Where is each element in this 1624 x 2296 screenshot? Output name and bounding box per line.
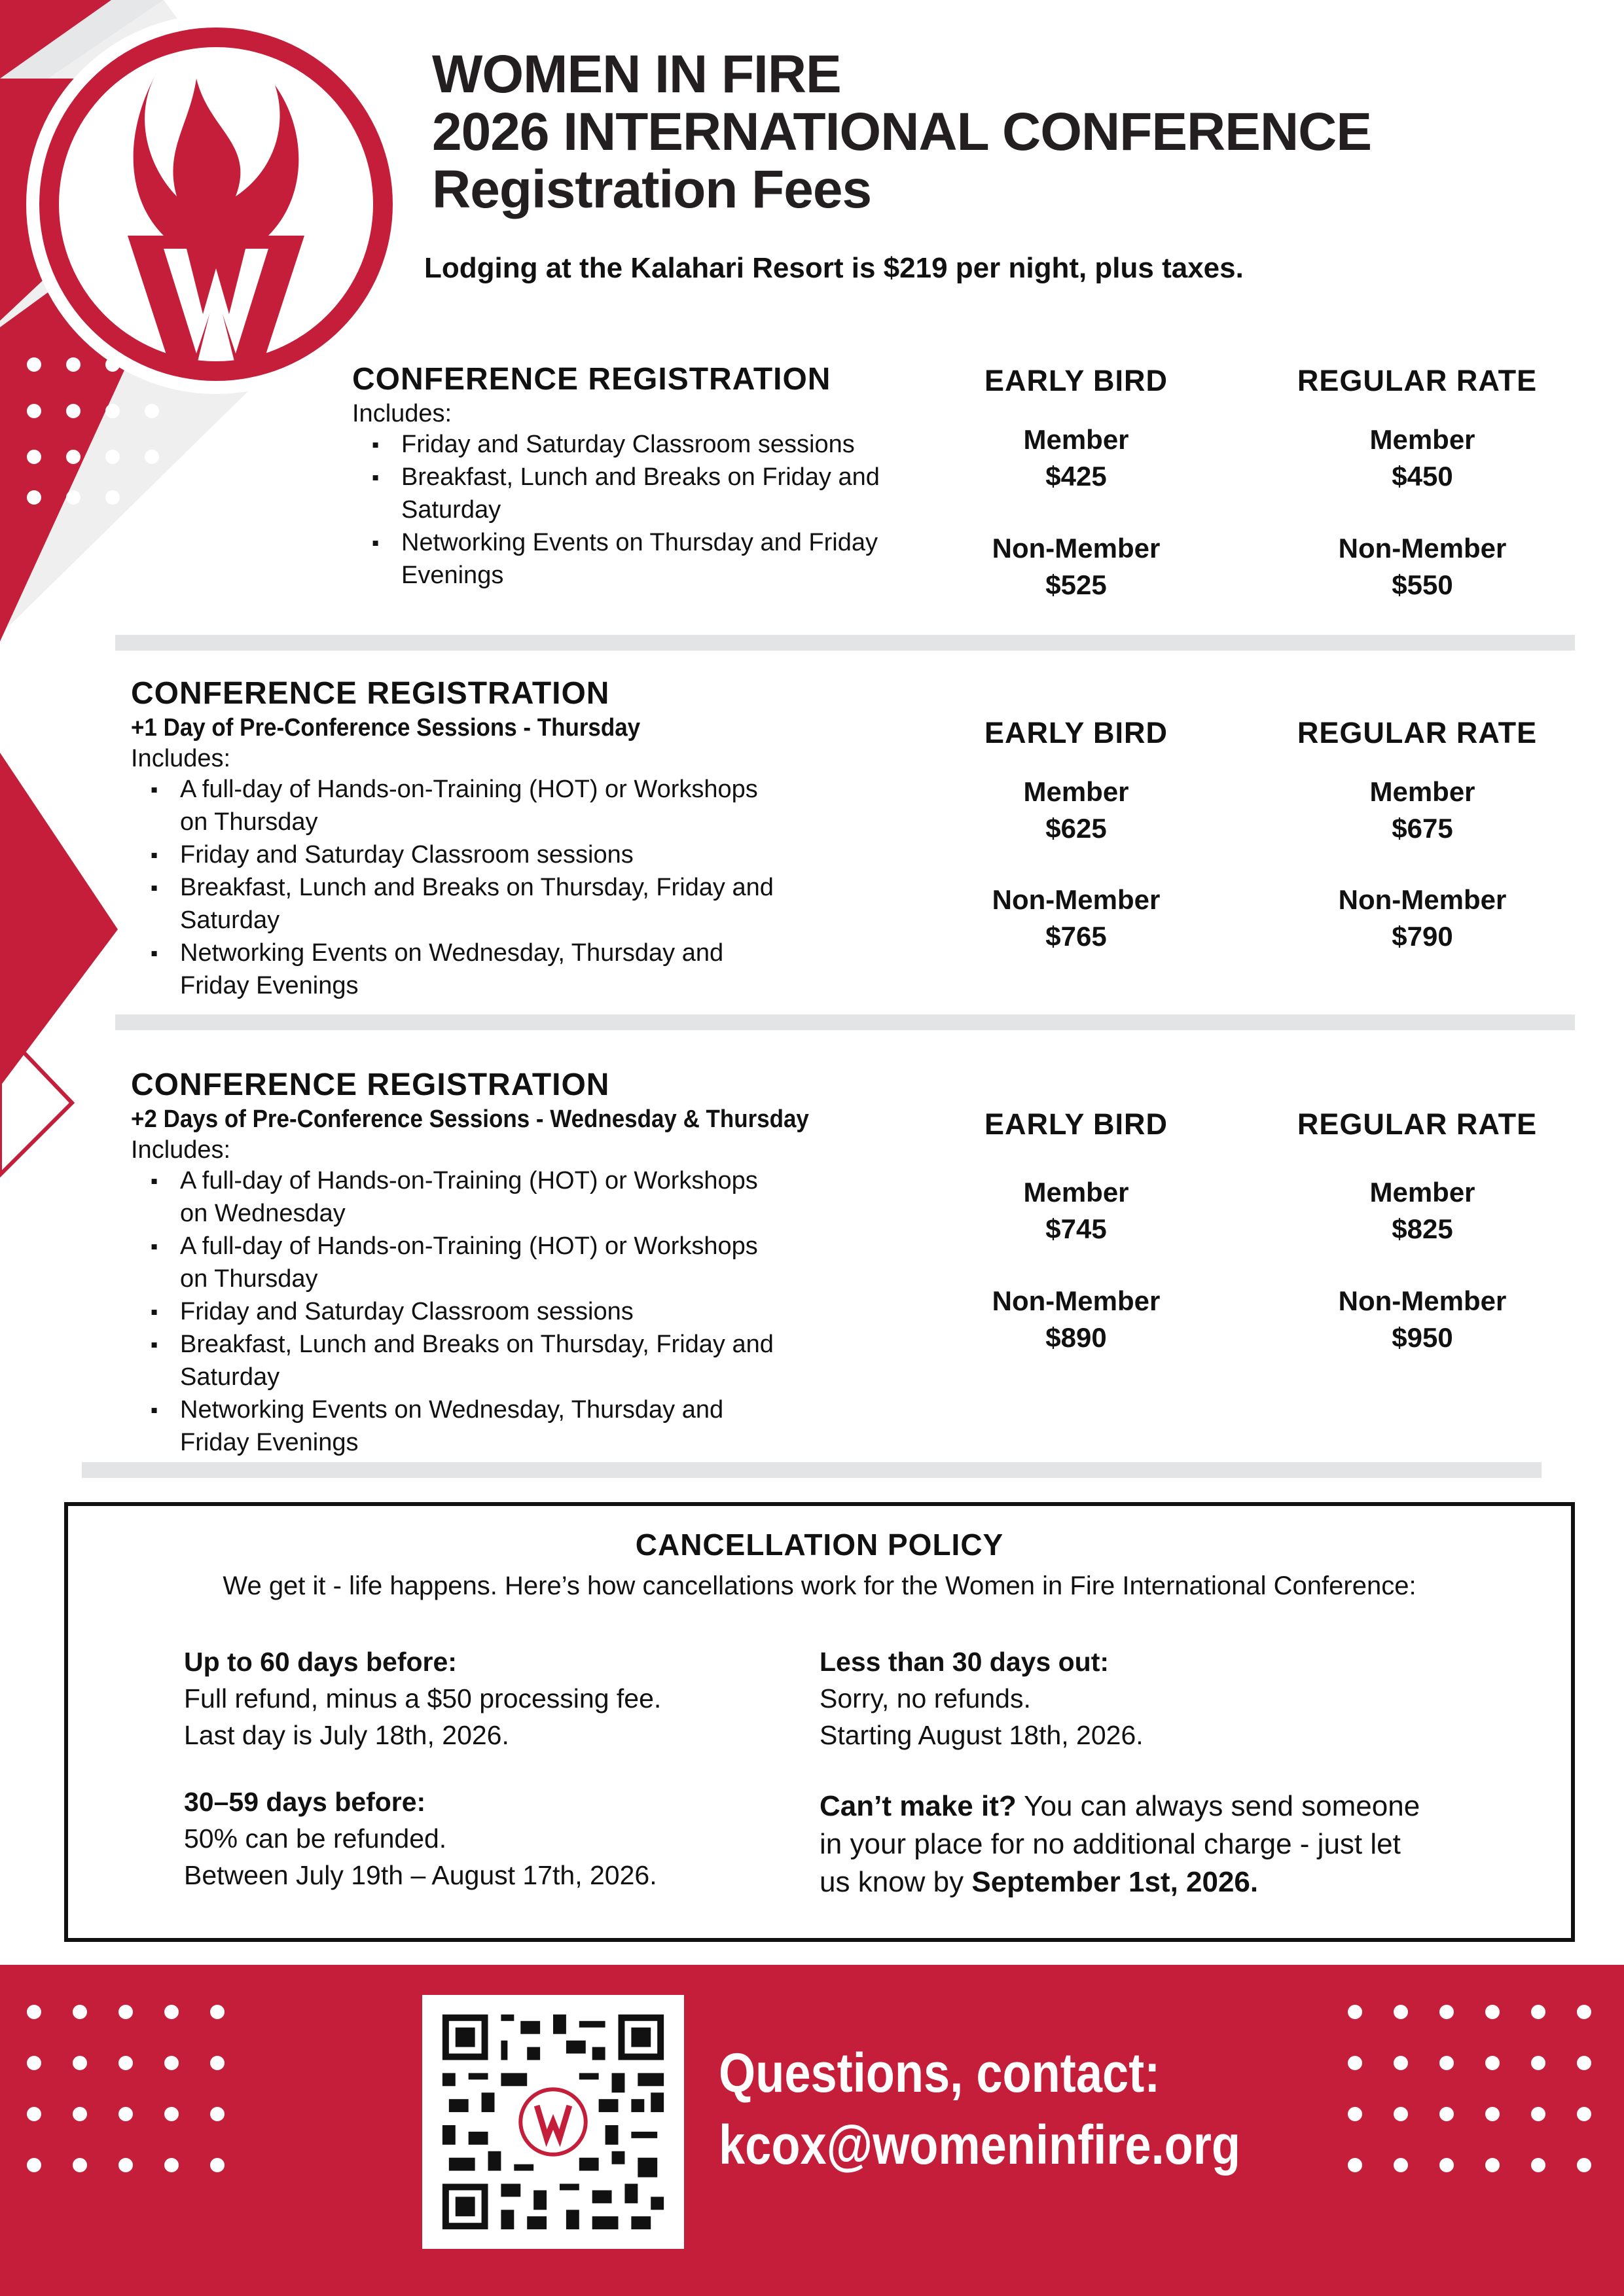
- substitute-text: in your place for no additional charge - just let: [820, 1828, 1401, 1860]
- section-3-early-nonmember: [906, 1283, 1246, 1356]
- section-1-early-member: [906, 422, 1246, 495]
- contact-email-link[interactable]: kcox@womeninfire.org: [719, 2114, 1241, 2176]
- nonmember-label: Non-Member: [1338, 1285, 1507, 1316]
- section-1-regular-nonmember: [1252, 530, 1593, 603]
- section-2-list: [131, 773, 877, 1002]
- section-2-includes-label: Includes:: [131, 745, 231, 772]
- section-1-regular-member: [1252, 422, 1593, 495]
- section-1-regular-heading: REGULAR RATE: [1297, 364, 1538, 397]
- nonmember-price: $890: [1045, 1322, 1107, 1353]
- cancellation-intro: We get it - life happens. Here’s how cancellations work for the Women in Fire International Conference:: [223, 1571, 1416, 1600]
- member-price: $450: [1392, 461, 1453, 492]
- substitute-lead: Can’t make it?: [820, 1790, 1017, 1822]
- tier-heading: Up to 60 days before:: [184, 1647, 457, 1677]
- section-2-details: [131, 675, 943, 1002]
- section-3-early-bird-heading: EARLY BIRD: [984, 1107, 1168, 1141]
- nonmember-label: Non-Member: [992, 884, 1161, 915]
- qr-code-pattern: [422, 1995, 684, 2249]
- red-chevron: [0, 753, 118, 1086]
- section-1-early-bird-heading: EARLY BIRD: [984, 364, 1168, 397]
- section-3-list: [131, 1164, 877, 1459]
- section-divider: [82, 1462, 1542, 1478]
- list-item: ▪ A full-day of Hands-on-Training (HOT) or Workshops on Wednesday: [131, 1164, 877, 1230]
- tier-line: Full refund, minus a $50 processing fee.: [184, 1683, 662, 1713]
- footer-contact: [719, 2037, 1240, 2181]
- section-1-includes-label: Includes:: [352, 400, 452, 427]
- title-line-1: WOMEN IN FIRE: [432, 45, 841, 104]
- list-item: ▪ Breakfast, Lunch and Breaks on Thursday, Friday and Saturday: [131, 871, 877, 937]
- member-label: Member: [1023, 776, 1129, 807]
- tier-line: Sorry, no refunds.: [820, 1683, 1031, 1713]
- list-item: ▪ Friday and Saturday Classroom sessions: [131, 838, 877, 871]
- section-3-early-member: [906, 1174, 1246, 1247]
- women-in-fire-logo: [26, 14, 406, 394]
- section-1-list: [352, 428, 909, 592]
- cancellation-title: CANCELLATION POLICY: [635, 1528, 1004, 1562]
- cancellation-tier-60-days: [184, 1643, 661, 1753]
- nonmember-label: Non-Member: [1338, 884, 1507, 915]
- section-1-early-nonmember: [906, 530, 1246, 603]
- conference-title: [432, 46, 1371, 219]
- tier-line: Starting August 18th, 2026.: [820, 1720, 1144, 1750]
- section-2-early-bird-heading: EARLY BIRD: [984, 716, 1168, 749]
- tier-line: Last day is July 18th, 2026.: [184, 1720, 509, 1750]
- nonmember-price: $525: [1045, 569, 1107, 600]
- list-item: ▪ A full-day of Hands-on-Training (HOT) or Workshops on Thursday: [131, 1230, 877, 1295]
- tier-heading: Less than 30 days out:: [820, 1647, 1110, 1677]
- contact-label: Questions, contact:: [719, 2042, 1161, 2104]
- list-item: ▪ Networking Events on Wednesday, Thursday and Friday Evenings: [131, 937, 877, 1002]
- section-1-heading: CONFERENCE REGISTRATION: [352, 362, 831, 397]
- list-item: ▪ Breakfast, Lunch and Breaks on Thursday, Friday and Saturday: [131, 1328, 877, 1393]
- qr-code-icon[interactable]: [422, 1995, 684, 2249]
- member-label: Member: [1369, 776, 1475, 807]
- cancellation-tier-30-59-days: [184, 1784, 657, 1893]
- member-label: Member: [1369, 424, 1475, 455]
- member-price: $425: [1045, 461, 1107, 492]
- section-2-early-nonmember: [906, 882, 1246, 955]
- list-item: ▪ Networking Events on Thursday and Friday Evenings: [352, 526, 909, 592]
- nonmember-label: Non-Member: [992, 1285, 1161, 1316]
- nonmember-price: $950: [1392, 1322, 1453, 1353]
- list-item: ▪ Breakfast, Lunch and Breaks on Friday and Saturday: [352, 461, 909, 526]
- cancellation-tier-under-30-days: [820, 1643, 1144, 1753]
- member-price: $825: [1392, 1213, 1453, 1244]
- tier-line: Between July 19th – August 17th, 2026.: [184, 1860, 657, 1890]
- tier-line: 50% can be refunded.: [184, 1823, 447, 1854]
- section-3-regular-nonmember: [1252, 1283, 1593, 1356]
- substitute-text: us know by: [820, 1866, 972, 1898]
- cancellation-substitute: [820, 1787, 1420, 1901]
- title-line-3: Registration Fees: [432, 160, 872, 219]
- section-2-regular-heading: REGULAR RATE: [1297, 716, 1538, 749]
- list-item: ▪ Friday and Saturday Classroom sessions: [352, 428, 909, 461]
- section-1-details: [352, 361, 909, 592]
- title-line-2: 2026 INTERNATIONAL CONFERENCE: [432, 102, 1372, 162]
- section-2-regular-nonmember: [1252, 882, 1593, 955]
- list-item: ▪ Networking Events on Wednesday, Thursday and Friday Evenings: [131, 1393, 877, 1459]
- tier-heading: 30–59 days before:: [184, 1787, 426, 1817]
- section-divider: [115, 635, 1575, 651]
- section-divider: [115, 1014, 1575, 1030]
- member-price: $745: [1045, 1213, 1107, 1244]
- nonmember-label: Non-Member: [1338, 533, 1507, 564]
- nonmember-price: $550: [1392, 569, 1453, 600]
- member-label: Member: [1369, 1177, 1475, 1208]
- nonmember-price: $765: [1045, 921, 1107, 952]
- section-3-details: [131, 1067, 943, 1459]
- nonmember-price: $790: [1392, 921, 1453, 952]
- section-2-regular-member: [1252, 774, 1593, 847]
- section-3-regular-member: [1252, 1174, 1593, 1247]
- section-3-heading: CONFERENCE REGISTRATION: [131, 1067, 610, 1102]
- member-label: Member: [1023, 424, 1129, 455]
- cancellation-policy-box: [64, 1502, 1575, 1942]
- section-2-early-member: [906, 774, 1246, 847]
- nonmember-label: Non-Member: [992, 533, 1161, 564]
- member-price: $675: [1392, 813, 1453, 844]
- member-label: Member: [1023, 1177, 1129, 1208]
- list-item: ▪ A full-day of Hands-on-Training (HOT) or Workshops on Thursday: [131, 773, 877, 838]
- section-3-subheading: +2 Days of Pre-Conference Sessions - Wednesday & Thursday: [131, 1105, 809, 1133]
- section-3-includes-label: Includes:: [131, 1136, 231, 1164]
- lodging-info: Lodging at the Kalahari Resort is $219 per night, plus taxes.: [424, 252, 1244, 284]
- section-2-heading: CONFERENCE REGISTRATION: [131, 676, 610, 711]
- substitute-deadline: September 1st, 2026.: [971, 1866, 1259, 1898]
- member-price: $625: [1045, 813, 1107, 844]
- section-2-subheading: +1 Day of Pre-Conference Sessions - Thursday: [131, 714, 641, 742]
- list-item: ▪ Friday and Saturday Classroom sessions: [131, 1295, 877, 1328]
- section-3-regular-heading: REGULAR RATE: [1297, 1107, 1538, 1141]
- substitute-text: You can always send someone: [1016, 1790, 1420, 1822]
